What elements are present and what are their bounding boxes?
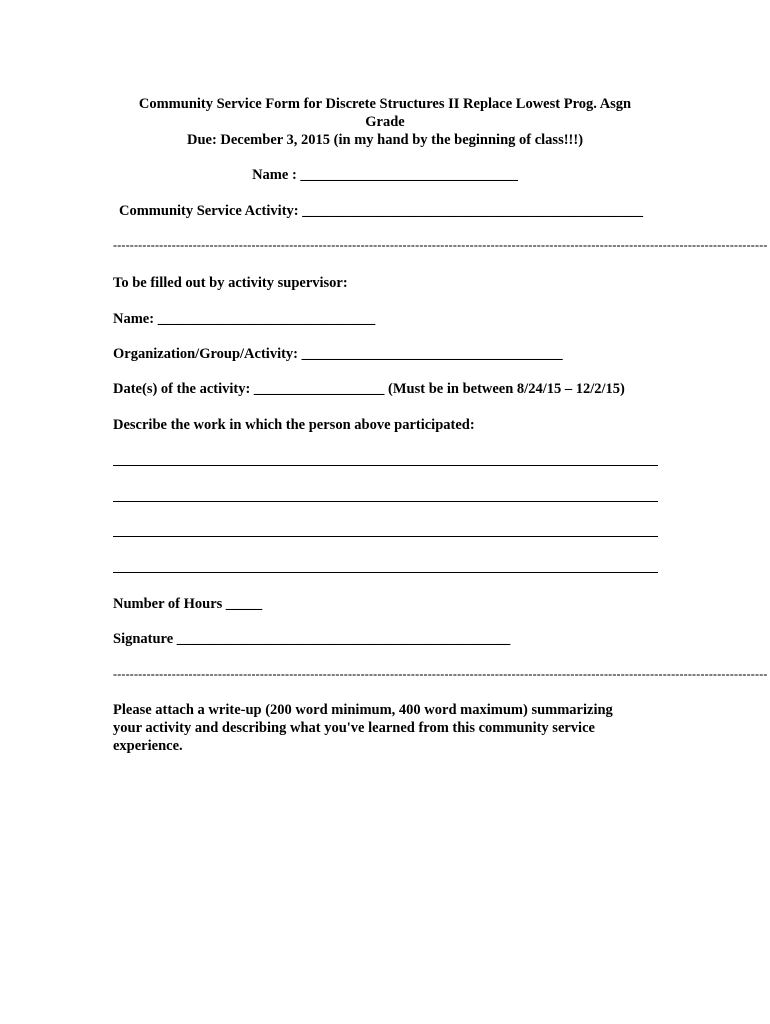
supervisor-heading: To be filled out by activity supervisor:	[113, 275, 348, 291]
description-line-2	[113, 501, 658, 502]
community-service-activity-field: Community Service Activity: _______________________________________________	[119, 203, 643, 219]
section-divider-top: ------------------------------------------------------------------------------------------------------------------------------------------------------------	[113, 238, 768, 252]
form-due-date: Due: December 3, 2015 (in my hand by the beginning of class!!!)	[186, 132, 584, 148]
signature-field: Signature ______________________________________________	[113, 631, 511, 647]
number-of-hours-field: Number of Hours _____	[113, 596, 263, 612]
student-name-field: Name : ______________________________	[252, 167, 518, 183]
description-line-1	[113, 465, 658, 466]
describe-work-label: Describe the work in which the person above participated:	[113, 417, 475, 433]
writeup-instructions-line-1: Please attach a write-up (200 word minimum, 400 word maximum) summarizing	[113, 702, 613, 718]
form-title-line-2: Grade	[365, 114, 405, 130]
section-divider-bottom: ------------------------------------------------------------------------------------------------------------------------------------------------------------	[113, 667, 768, 681]
description-line-4	[113, 572, 658, 573]
description-line-3	[113, 536, 658, 537]
form-title-line-1: Community Service Form for Discrete Structures II Replace Lowest Prog. Asgn	[138, 96, 632, 112]
writeup-instructions-line-2: your activity and describing what you've learned from this community service	[113, 720, 595, 736]
organization-field: Organization/Group/Activity: ____________________________________	[113, 346, 563, 362]
activity-dates-field: Date(s) of the activity: __________________ (Must be in between 8/24/15 – 12/2/15)	[113, 381, 625, 397]
supervisor-name-field: Name: ______________________________	[113, 311, 376, 327]
writeup-instructions-line-3: experience.	[113, 738, 183, 754]
